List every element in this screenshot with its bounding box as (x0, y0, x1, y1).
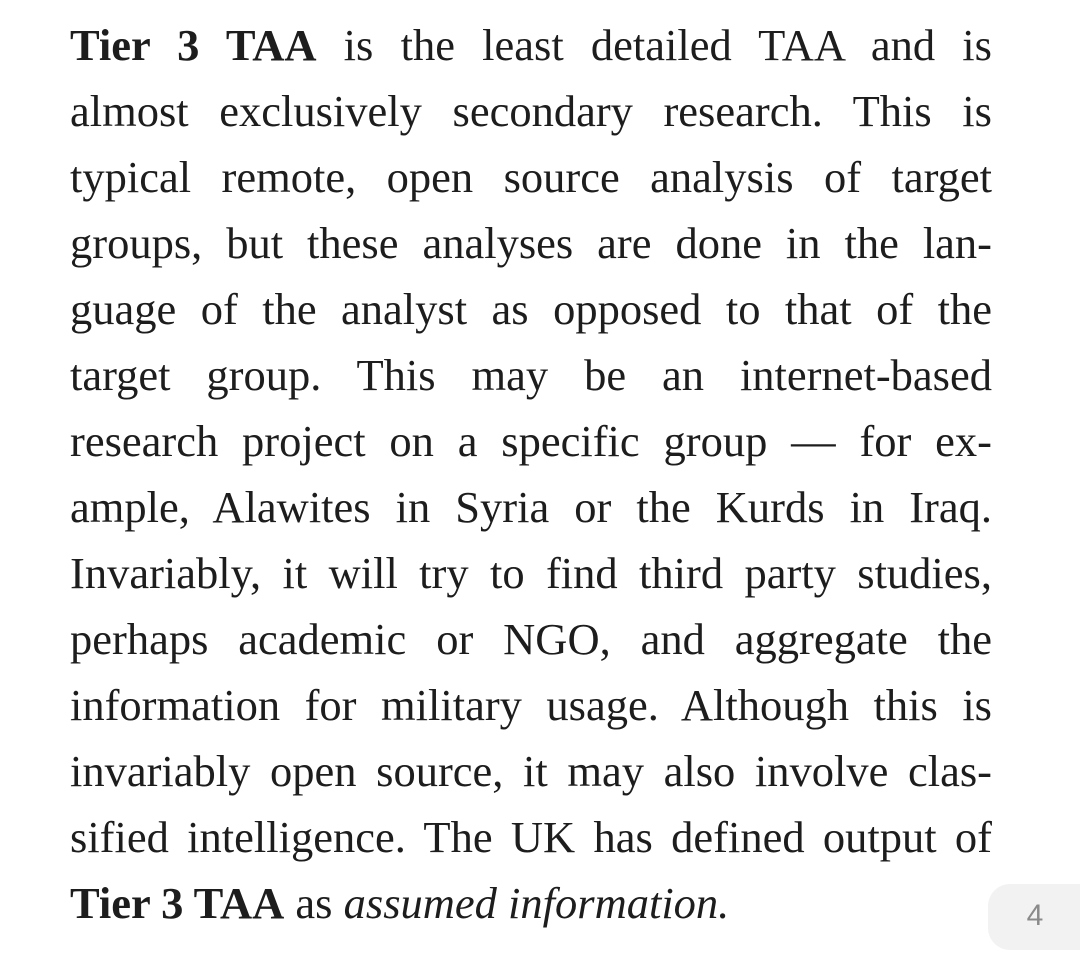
text-line (70, 12, 992, 78)
text-line (70, 606, 992, 672)
text-line (70, 276, 992, 342)
bold-term: Tier 3 TAA (70, 878, 285, 928)
text-segment: guage of the analyst as opposed to that of the (70, 284, 992, 334)
italic-term: assumed information. (343, 878, 730, 928)
bold-term: Tier 3 TAA (70, 20, 317, 70)
text-line (70, 738, 992, 804)
text-line (70, 804, 992, 870)
text-line (70, 870, 992, 936)
text-segment: as (284, 878, 344, 928)
text-line (70, 144, 992, 210)
text-segment: target group. This may be an internet-based (70, 350, 992, 400)
text-segment: research project on a specific group — for ex- (70, 416, 992, 466)
body-paragraph (70, 12, 992, 936)
page-number: 4 (1026, 899, 1044, 932)
text-segment: typical remote, open source analysis of target (70, 152, 992, 202)
text-segment: ample, Alawites in Syria or the Kurds in Iraq. (70, 482, 992, 532)
text-line (70, 408, 992, 474)
text-segment: is the least detailed TAA and is (316, 20, 992, 70)
text-segment: Invariably, it will try to find third party studies, (70, 548, 992, 598)
text-line (70, 78, 992, 144)
text-line (70, 210, 992, 276)
text-segment: almost exclusively secondary research. This is (70, 86, 992, 136)
text-segment: groups, but these analyses are done in the lan- (70, 218, 992, 268)
text-line (70, 342, 992, 408)
text-segment: sified intelligence. The UK has defined output of (70, 812, 992, 862)
text-segment: perhaps academic or NGO, and aggregate the (70, 614, 992, 664)
text-line (70, 672, 992, 738)
text-segment: information for military usage. Although this is (70, 680, 992, 730)
text-segment: invariably open source, it may also involve clas- (70, 746, 992, 796)
text-line (70, 540, 992, 606)
text-line (70, 474, 992, 540)
